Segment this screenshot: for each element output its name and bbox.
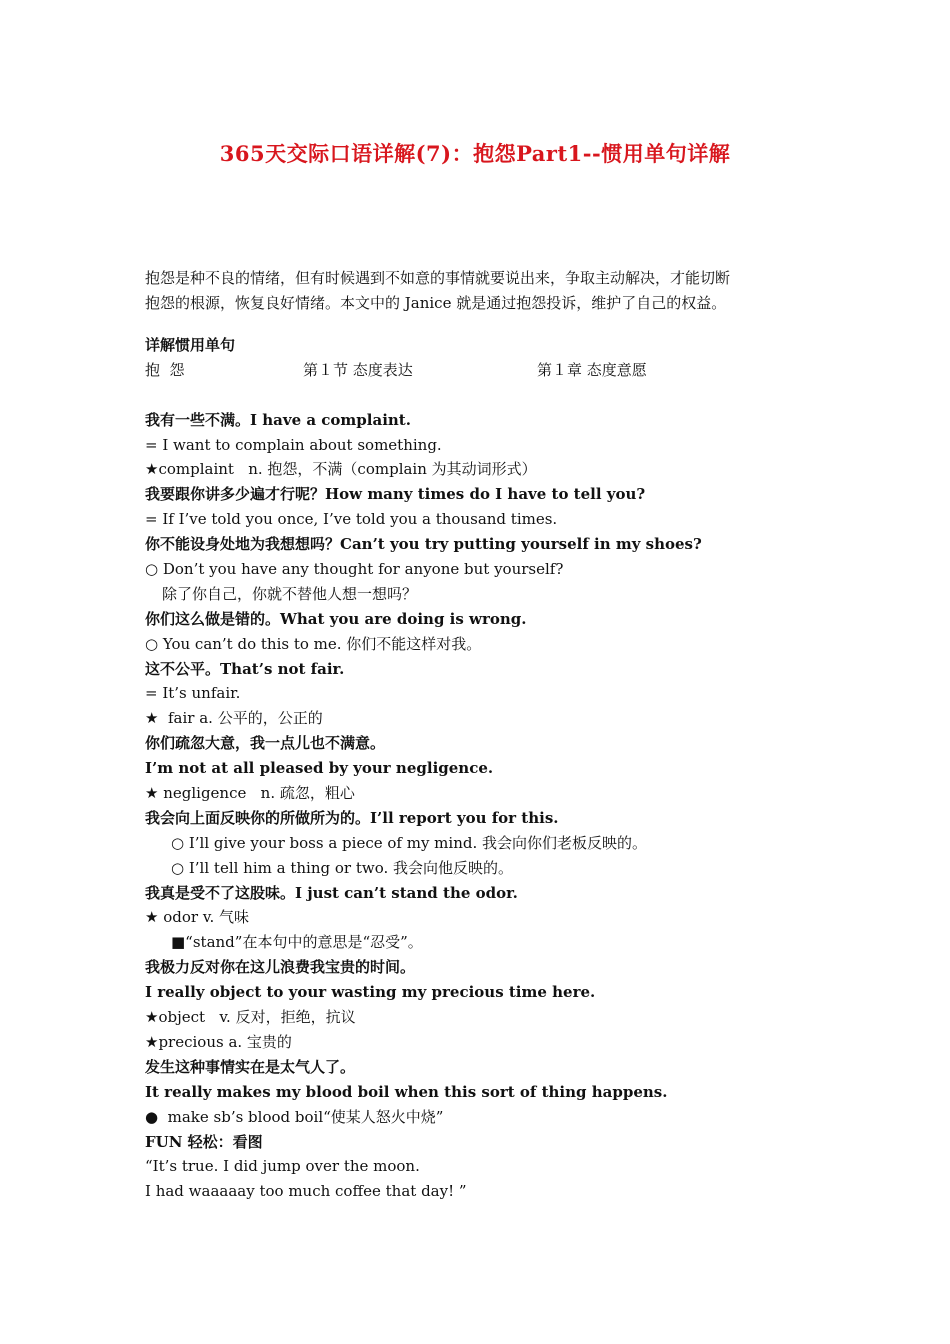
section-label: 第１节 态度表达 [303, 360, 413, 379]
sentence-note: ★object v. 反对，拒绝，抗议 [145, 1008, 356, 1027]
sentence-note: ● make sb’s blood boil“使某人怒火中烧” [145, 1107, 444, 1126]
sentence-heading: 发生这种事情实在是太气人了。 [145, 1057, 356, 1076]
intro-line: 抱怨的根源，恢复良好情绪。本文中的 Janice 就是通过抱怨投诉，维护了自己的权益。 [145, 294, 727, 312]
sentence-note: ○ You can’t do this to me. 你们不能这样对我。 [145, 634, 482, 653]
sentence-heading: 你不能设身处地为我想想吗？Can’t you try putting yourself in my shoes? [145, 535, 702, 554]
sentence-note: = It’s unfair. [145, 684, 241, 703]
sentence-note: ○ I’ll give your boss a piece of my mind. 我会向你们老板反映的。 [171, 833, 648, 852]
sentence-heading: I’m not at all pleased by your negligence. [145, 759, 494, 778]
intro-paragraph [145, 266, 810, 316]
sentence-note: I had waaaaay too much coffee that day! ” [145, 1182, 467, 1201]
sentence-heading: 我要跟你讲多少遍才行呢？How many times do I have to tell you? [145, 485, 646, 504]
document-body [145, 333, 825, 1204]
page-title: 365天交际口语详解(7)：抱怨Part1--惯用单句详解 [219, 141, 731, 166]
sentence-note: ★ negligence n. 疏忽，粗心 [145, 784, 355, 803]
chapter-label: 第１章 态度意愿 [537, 360, 647, 379]
sentence-note: = If I’ve told you once, I’ve told you a thousand times. [145, 510, 558, 529]
sentence-heading: 我真是受不了这股味。I just can’t stand the odor. [145, 883, 518, 902]
sentence-note: = I want to complain about something. [145, 435, 442, 454]
sentence-note: ○ Don’t you have any thought for anyone but yourself? [145, 560, 564, 579]
sentence-note: “It’s true. I did jump over the moon. [145, 1157, 420, 1176]
sentence-heading: 这不公平。That’s not fair. [145, 659, 345, 678]
topic-label: 抱 怨 [145, 360, 185, 379]
category-row [145, 358, 825, 383]
sentence-note: 除了你自己，你就不替他人想一想吗？ [162, 584, 418, 603]
sentence-heading: 我有一些不满。I have a complaint. [145, 410, 411, 429]
sentence-heading: I really object to your wasting my precious time here. [145, 983, 596, 1002]
sentence-list [145, 408, 825, 1205]
sentence-note: ★complaint n. 抱怨，不满（complain 为其动词形式） [145, 460, 537, 479]
sentence-heading: 我会向上面反映你的所做所为的。I’ll report you for this. [145, 808, 559, 827]
section-heading: 详解惯用单句 [145, 336, 236, 354]
sentence-note: ■“stand”在本句中的意思是“忍受”。 [171, 933, 423, 952]
sentence-heading: 你们疏忽大意，我一点儿也不满意。 [145, 734, 386, 753]
sentence-note: ★ fair a. 公平的，公正的 [145, 709, 323, 728]
sentence-note: ★ odor v. 气味 [145, 908, 250, 927]
sentence-note: ○ I’ll tell him a thing or two. 我会向他反映的。 [171, 858, 513, 877]
sentence-heading: 我极力反对你在这儿浪费我宝贵的时间。 [145, 958, 416, 977]
sentence-heading: It really makes my blood boil when this sort of thing happens. [145, 1082, 668, 1101]
sentence-heading: 你们这么做是错的。What you are doing is wrong. [145, 609, 527, 628]
spacer [145, 383, 825, 408]
intro-line: 抱怨是种不良的情绪，但有时候遇到不如意的事情就要说出来，争取主动解决，才能切断 [145, 269, 731, 287]
sentence-note: ★precious a. 宝贵的 [145, 1032, 292, 1051]
sentence-heading: FUN 轻松：看图 [145, 1132, 263, 1151]
